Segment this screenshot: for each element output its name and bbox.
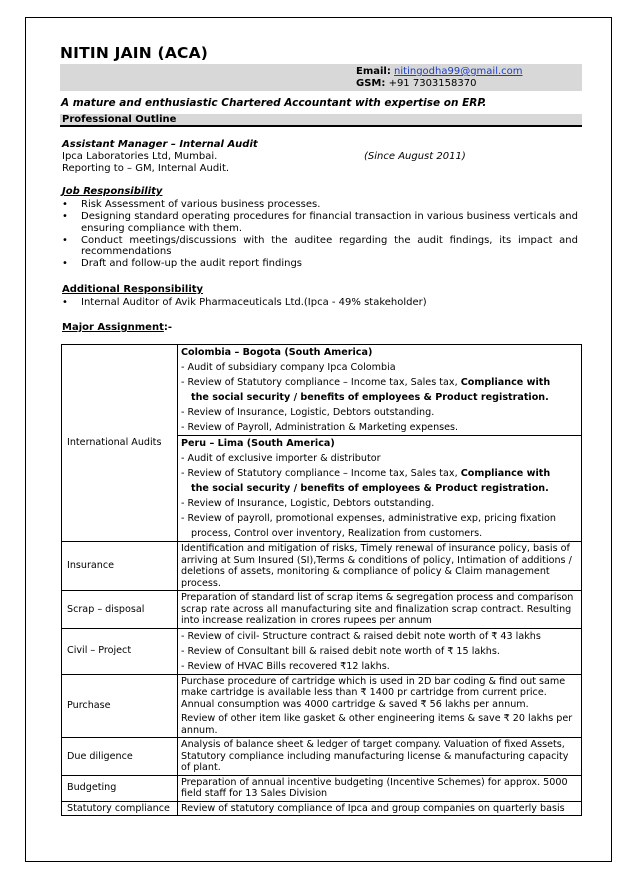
- table-row: [62, 628, 582, 674]
- list-item: • Internal Auditor of Avik Pharmaceuticals Ltd.(Ipca - 49% stakeholder): [62, 297, 578, 309]
- detail-cell: Analysis of balance sheet & ledger of target company. Valuation of fixed Assets, Statutory compliance including manufacturing license & manufacturing capacity of plant.: [178, 738, 582, 776]
- gsm-number: +91 7303158370: [388, 78, 477, 89]
- detail-line: [181, 375, 578, 390]
- detail-line: - Review of HVAC Bills recovered ₹12 lakhs.: [181, 660, 390, 672]
- table-row: [62, 801, 582, 816]
- detail-line: - Audit of subsidiary company Ipca Colombia: [181, 362, 396, 373]
- major-assignment-title: Major Assignment: [62, 322, 164, 333]
- detail-line: - Review of payroll, promotional expenses, administrative exp, pricing fixation: [181, 513, 556, 524]
- detail-cell: Review of statutory compliance of Ipca and group companies on quarterly basis: [178, 801, 582, 816]
- category-cell: International Audits: [62, 345, 178, 542]
- category-cell: Purchase: [62, 674, 178, 738]
- detail-paragraph: Review of other item like gasket & other engineering items & save ₹ 20 lakhs per annum.: [181, 713, 573, 736]
- detail-text: - Review of Statutory compliance – Income tax, Sales tax,: [181, 468, 461, 479]
- category-cell: Scrap – disposal: [62, 591, 178, 629]
- detail-text: - Review of Statutory compliance – Income tax, Sales tax,: [181, 377, 461, 388]
- detail-line: - Audit of exclusive importer & distributor: [181, 453, 381, 464]
- email-label: Email:: [356, 66, 391, 77]
- detail-line: - Review of Insurance, Logistic, Debtors outstanding.: [181, 498, 435, 509]
- list-item: • Designing standard operating procedures for financial transaction in various business verticals and ensuring compliance with them.: [62, 211, 578, 234]
- category-cell: Due diligence: [62, 738, 178, 776]
- detail-cell: [178, 628, 582, 674]
- detail-paragraph: Purchase procedure of cartridge which is used in 2D bar coding & find out same make cartridge is available less than ₹ 1400 pr cartridge from current price. Annual consumption was 4000 cartridge & saved ₹ 56 lakhs per annum.: [181, 675, 566, 710]
- table-row: [62, 738, 582, 776]
- detail-cell: Preparation of standard list of scrap items & segregation process and comparison scrap rate across all manufacturing site and finalization scrap contract. Resulting into increase realization in crores rupees per annum: [178, 591, 582, 629]
- detail-cell: [178, 345, 582, 436]
- detail-bold: Compliance with: [460, 468, 551, 479]
- detail-line-bold: the social security / benefits of employees & Product registration.: [191, 483, 549, 494]
- detail-line: - Review of Insurance, Logistic, Debtors outstanding.: [181, 407, 435, 418]
- gsm-label: GSM:: [356, 78, 386, 89]
- detail-cell: Preparation of annual incentive budgeting (Incentive Schemes) for approx. 5000 field staff for 13 Sales Division: [178, 775, 582, 801]
- job-role: Assistant Manager – Internal Audit: [62, 139, 258, 150]
- category-cell: Insurance: [62, 542, 178, 591]
- major-assignment-heading: [62, 322, 172, 333]
- detail-cell: Identification and mitigation of risks, Timely renewal of insurance policy, basis of arriving at Sum Insured (SI),Terms & conditions of policy, Intimation of additions / deletions of assets, monitoring & compliance of policy & Claim management process.: [178, 542, 582, 591]
- assignment-table: [61, 344, 582, 816]
- reporting-to: Reporting to – GM, Internal Audit.: [62, 163, 230, 174]
- section-title-professional-outline: Professional Outline: [62, 114, 177, 125]
- peru-heading: Peru – Lima (South America): [181, 438, 335, 449]
- company: Ipca Laboratories Ltd, Mumbai.: [62, 151, 218, 162]
- category-cell: Civil – Project: [62, 628, 178, 674]
- detail-line: [181, 466, 578, 481]
- additional-responsibility-heading: Additional Responsibility: [62, 284, 204, 295]
- list-item: • Conduct meetings/discussions with the auditee regarding the audit findings, its impact and recommendations: [62, 235, 578, 258]
- category-cell: Statutory compliance: [62, 801, 178, 816]
- table-row: [62, 775, 582, 801]
- candidate-name: NITIN JAIN (ACA): [60, 44, 209, 62]
- detail-line: - Review of civil- Structure contract & raised debit note worth of ₹ 43 lakhs: [181, 630, 541, 642]
- detail-line: - Review of Consultant bill & raised debit note worth of ₹ 15 lakhs.: [181, 645, 500, 657]
- table-row: [62, 591, 582, 629]
- job-responsibility-list: [62, 199, 578, 270]
- since-date: (Since August 2011): [364, 151, 466, 162]
- table-row: [62, 345, 582, 436]
- contact-info: [356, 66, 523, 90]
- detail-bold: Compliance with: [460, 377, 551, 388]
- table-row: [62, 542, 582, 591]
- list-item: • Risk Assessment of various business processes.: [62, 199, 578, 211]
- additional-responsibility-list: [62, 297, 578, 309]
- detail-cell: [178, 674, 582, 738]
- colombia-heading: Colombia – Bogota (South America): [181, 347, 373, 358]
- tagline: A mature and enthusiastic Chartered Accountant with expertise on ERP.: [61, 97, 487, 109]
- detail-line-bold: the social security / benefits of employees & Product registration.: [191, 392, 549, 403]
- detail-line: process, Control over inventory, Realization from customers.: [191, 528, 483, 539]
- list-item: • Draft and follow-up the audit report findings: [62, 258, 578, 270]
- email-link[interactable]: nitingodha99@gmail.com: [394, 66, 523, 77]
- detail-cell: [178, 436, 582, 542]
- category-cell: Budgeting: [62, 775, 178, 801]
- table-row: [62, 674, 582, 738]
- job-responsibility-heading: Job Responsibility: [62, 186, 163, 197]
- detail-line: - Review of Payroll, Administration & Marketing expenses.: [181, 422, 459, 433]
- major-assignment-suffix: :-: [163, 322, 173, 333]
